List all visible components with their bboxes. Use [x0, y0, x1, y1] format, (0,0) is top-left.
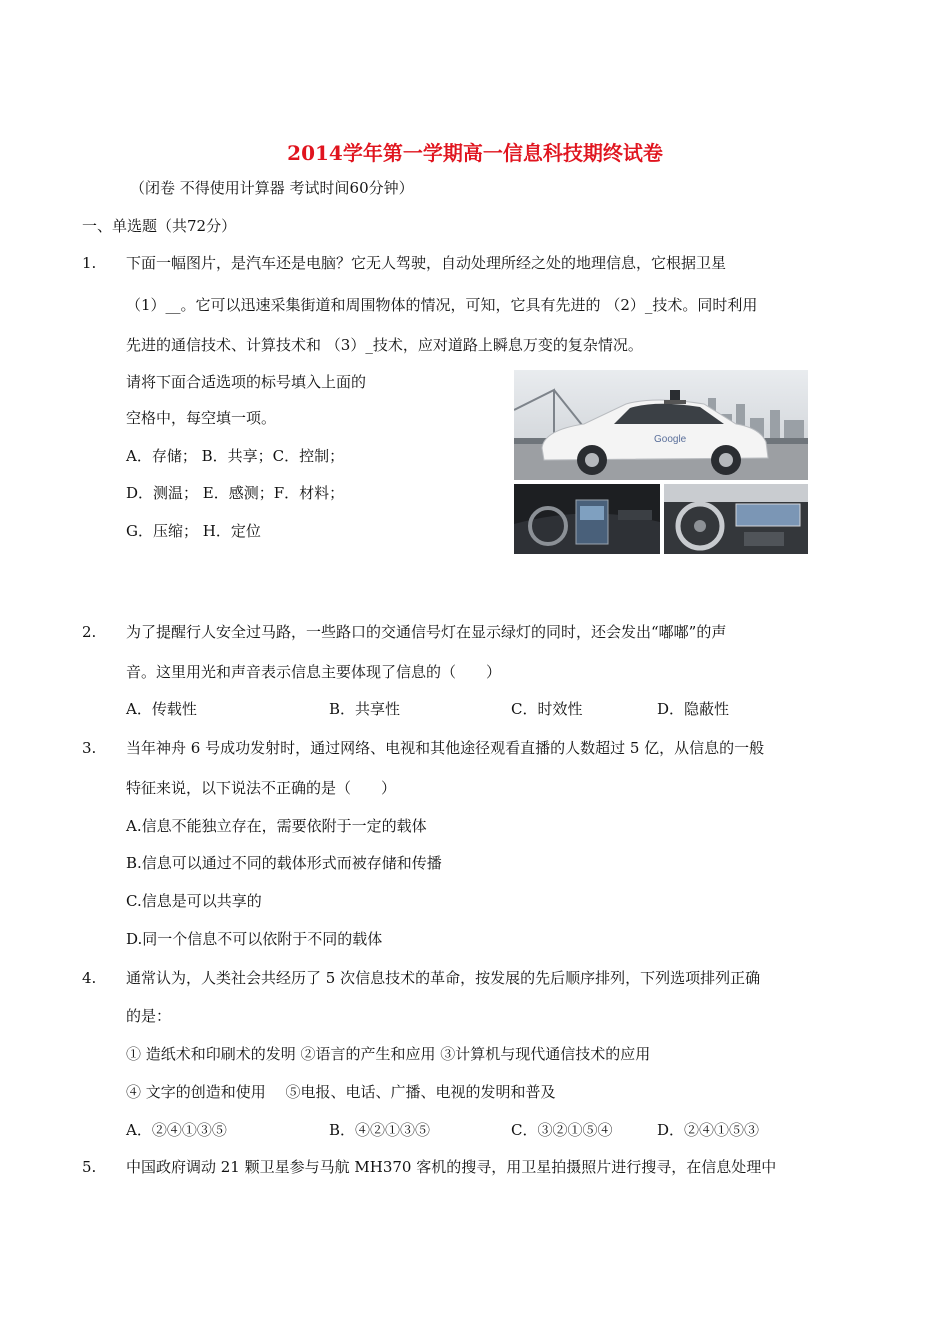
question-text: 通常认为，人类社会共经历了 5 次信息技术的革命，按发展的先后顺序排列，下列选项排列正确: [126, 969, 761, 987]
question-text: 当年神舟 6 号成功发射时，通过网络、电视和其他途径观看直播的人数超过 5 亿，从信息的一般: [126, 739, 765, 757]
item-list: ① 造纸术和印刷术的发明 ②语言的产生和应用 ③计算机与现代通信技术的应用: [126, 1045, 651, 1063]
question-text: 的是：: [126, 1007, 172, 1025]
exam-subtitle: （闭卷 不得使用计算器 考试时间60分钟）: [130, 179, 414, 197]
option-c: C．③②①⑤④: [511, 1121, 613, 1139]
question-text: 先进的通信技术、计算技术和 （3）_技术，应对道路上瞬息万变的复杂情况。: [126, 336, 643, 354]
question-text: 为了提醒行人安全过马路，一些路口的交通信号灯在显示绿灯的同时，还会发出“嘟嘟”的声: [126, 623, 727, 641]
car-dashboard-photo: [514, 484, 660, 554]
option-line: D．测温； E．感测；F．材料；: [126, 484, 345, 502]
question-text: 中国政府调动 21 颗卫星参与马航 MH370 客机的搜寻，用卫星拍摄照片进行搜寻，在信息处理中: [126, 1158, 777, 1176]
option-a: A．传载性: [126, 700, 197, 718]
question-number: 4.: [82, 969, 97, 987]
item-list: ④ 文字的创造和使用 ⑤电报、电话、广播、电视的发明和普及: [126, 1083, 556, 1101]
self-driving-car-photo: [514, 370, 808, 480]
question-number: 1.: [82, 254, 97, 272]
option-line: G．压缩； H．定位: [126, 522, 261, 540]
option-a: A.信息不能独立存在，需要依附于一定的载体: [126, 817, 427, 835]
instruction-text: 请将下面合适选项的标号填入上面的: [126, 373, 367, 391]
option-c: C．时效性: [511, 700, 583, 718]
option-b: B．共享性: [329, 700, 401, 718]
car-interior-photo: [664, 484, 808, 554]
question-number: 5.: [82, 1158, 97, 1176]
option-d: D.同一个信息不可以依附于不同的载体: [126, 930, 383, 948]
question-number: 2.: [82, 623, 97, 641]
option-b: B.信息可以通过不同的载体形式而被存储和传播: [126, 854, 442, 872]
question-number: 3.: [82, 739, 97, 757]
exam-title: 2014学年第一学期高一信息科技期终试卷: [287, 141, 663, 165]
question-text: 下面一幅图片，是汽车还是电脑？它无人驾驶，自动处理所经之处的地理信息，它根据卫星: [126, 254, 727, 272]
option-d: D．隐蔽性: [657, 700, 730, 718]
option-d: D．②④①⑤③: [657, 1121, 760, 1139]
section-heading: 一、单选题（共72分）: [82, 217, 237, 235]
question-text: （1）__。它可以迅速采集街道和周围物体的情况，可知，它具有先进的 （2）_技术。同时利用: [126, 296, 758, 314]
option-a: A．②④①③⑤: [126, 1121, 227, 1139]
instruction-text: 空格中，每空填一项。: [126, 409, 277, 427]
question-text: 特征来说，以下说法不正确的是（ ）: [126, 779, 397, 797]
question-text: 音。这里用光和声音表示信息主要体现了信息的（ ）: [126, 663, 502, 681]
option-line: A．存储； B．共享；C．控制；: [126, 447, 345, 465]
option-b: B．④②①③⑤: [329, 1121, 431, 1139]
car-logo: Google: [654, 434, 687, 445]
option-c: C.信息是可以共享的: [126, 892, 262, 910]
